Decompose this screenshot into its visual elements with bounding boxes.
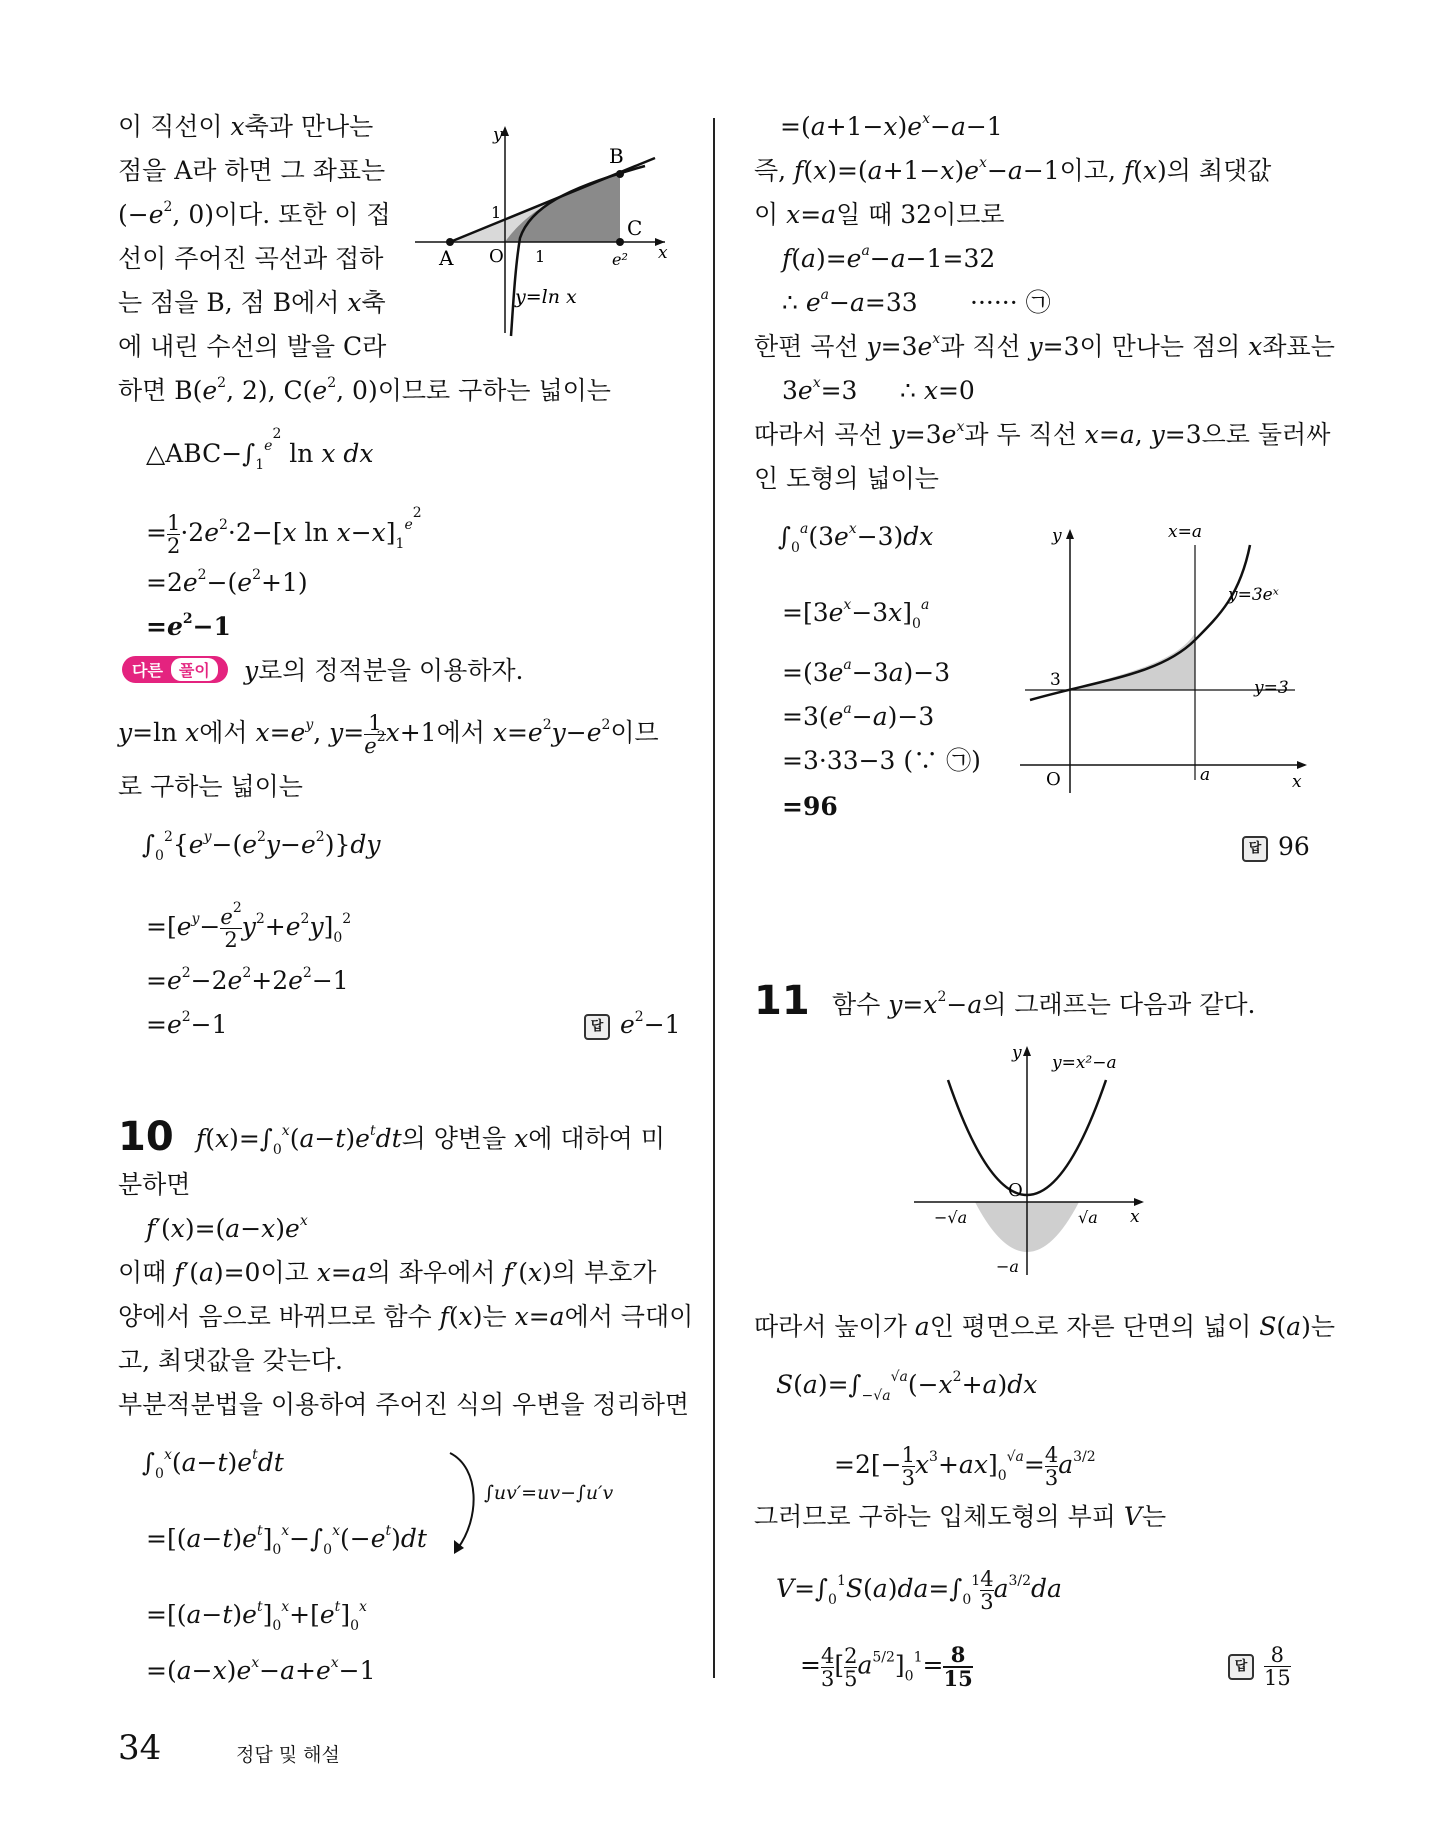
g1-point-c: C [627, 216, 643, 240]
eq4-line-1: $\int_0^a(3e^x-3)dx$ [778, 521, 934, 556]
eq2-line-4: $=e^2-1$ [146, 1009, 228, 1039]
intro-line-2: 점을 A라 하면 그 좌표는 [118, 156, 386, 185]
parts-note: ∫uv′=uv−∫u′v [484, 1482, 614, 1504]
q10-line-4: 이때 f′(a)=0이고 x=a의 좌우에서 f′(x)의 부호가 [118, 1258, 657, 1287]
r-line-6: 한편 곡선 $y=3e^x$과 직선 y=3이 만나는 점의 x좌표는 [754, 331, 1335, 361]
g2-xa: x=a [1168, 522, 1202, 542]
eq1-line-4: $=e^2-1$ [146, 611, 231, 641]
q10-line-1: $f(x)=\int_0^x(a-t)e^tdt$의 양변을 x에 대하여 미 [196, 1123, 665, 1158]
s-line-1: 따라서 높이가 a인 평면으로 자른 단면의 넓이 S(a)는 [754, 1312, 1335, 1341]
g1-y-label: y [493, 125, 503, 145]
g1-point-b: B [609, 144, 624, 168]
eq1-line-1: $\triangle ABC-\int_1^{e^2}$ ln x dx [146, 426, 374, 473]
g2-line-label: y=3 [1254, 678, 1289, 698]
eq4-line-2: $=[3e^x-3x]_0^a$ [782, 597, 930, 632]
r-line-3: 이 x=a일 때 32이므로 [754, 200, 1005, 229]
eq5-line-2: =2[− $\frac{1}{3}$ $x^3+ax]_0^{√a}=$ $\frac{4}{3}$ $a^{3/2}$ [834, 1443, 1096, 1490]
g2-three: 3 [1050, 670, 1061, 690]
g1-e2: e² [612, 250, 628, 269]
s-line-2: 그러므로 구하는 입체도형의 부피 V는 [754, 1502, 1167, 1531]
g1-one-y: 1 [491, 203, 502, 222]
g1-curve-label: y=ln x [515, 286, 577, 308]
g2-curve-label: y=3eˣ [1228, 585, 1279, 605]
page-number: 34 [118, 1728, 162, 1768]
g3-x-label: x [1130, 1207, 1140, 1227]
q10-line-6: 고, 최댓값을 갖는다. [118, 1346, 343, 1375]
g3-pos-root: √a [1078, 1208, 1098, 1227]
g2-origin: O [1046, 769, 1061, 790]
g3-min: −a [996, 1257, 1019, 1276]
alt-line-2: y=ln x에서 $x=e^y$, y= $\frac{1}{e^2}$ x+1에서 $x=e^2y-e^2$이므 [118, 711, 659, 758]
g3-y-label: y [1012, 1043, 1022, 1063]
intro-line-1: 이 직선이 x축과 만나는 [118, 112, 374, 141]
column-divider [713, 118, 715, 1678]
eq2-line-1: $\int_0^2\{e^y-(e^2y-e^2)\}dy$ [142, 829, 381, 864]
r-line-5-tag: ······ ㉠ [970, 288, 1051, 317]
eq1-line-2: = $\frac{1}{2}$ $\cdot 2e^2\cdot 2-[x$ $\ln x-x]_1^{e^2}$ [146, 505, 422, 558]
alt-line-3: 로 구하는 넓이는 [118, 772, 303, 801]
answer-10: 답 96 [1242, 832, 1310, 862]
g3-curve-label: y=x²−a [1052, 1053, 1117, 1073]
eq3-line-2: $=[(a-t)e^t]_0^x-\int_0^x(-e^t)dt$ [146, 1523, 427, 1558]
g1-origin: O [489, 246, 504, 267]
eq4-line-6: =96 [782, 792, 838, 821]
g2-x-label: x [1292, 772, 1302, 792]
g1-point-a: A [439, 246, 454, 270]
g1-x-label: x [658, 243, 668, 263]
question-11-number: 11 [754, 978, 810, 1024]
g3-origin: O [1008, 1180, 1023, 1201]
q11-line-1: 함수 $y=x^2-a$의 그래프는 다음과 같다. [832, 989, 1256, 1019]
q10-line-2: 분하면 [118, 1170, 191, 1199]
intro-line-3: ($-e^2$, 0)이다. 또한 이 접 [118, 199, 391, 229]
eq3-line-1: $\int_0^x(a-t)e^tdt$ [142, 1447, 284, 1482]
r-line-9: 인 도형의 넓이는 [754, 464, 939, 493]
intro-line-6: 에 내린 수선의 발을 C라 [118, 332, 387, 361]
graph-parabola [912, 1040, 1152, 1280]
eq2-line-2: $=[e^y-$ $\frac{e^2}{2}$ $y^2+e^2y]_0^2$ [146, 900, 352, 952]
eq4-line-4: $=3(e^a-a)-3$ [782, 701, 935, 731]
q10-line-7: 부분적분법을 이용하여 주어진 식의 우변을 정리하면 [118, 1390, 690, 1419]
eq6-line-2: = $\frac{4}{3}$ [ $\frac{2}{5}$ $a^{5/2}]_0^1=$ $\frac{8}{15}$ [800, 1642, 973, 1691]
eq2-line-3: $=e^2-2e^2+2e^2-1$ [146, 965, 349, 995]
alt-solution-badge: 다른 풀이 [122, 656, 228, 683]
r-line-2: 즉, $f(x)=(a+1-x)e^x-a-1$이고, f(x)의 최댓값 [754, 155, 1272, 185]
r-line-4: $f(a)=e^a-a-1=32$ [782, 243, 996, 273]
intro-line-7: 하면 $B(e^2$, 2), $C(e^2$, 0)이므로 구하는 넓이는 [118, 375, 611, 405]
g2-y-label: y [1052, 526, 1062, 546]
g3-neg-root: −√a [934, 1208, 968, 1227]
g1-one-x: 1 [535, 247, 546, 266]
graph-ln-tangent [415, 118, 675, 338]
eq4-line-3: $=(3e^a-3a)-3$ [782, 657, 951, 687]
eq4-line-5: =3·33−3 (∵ ㉠) [782, 746, 981, 775]
intro-line-4: 선이 주어진 곡선과 접하 [118, 244, 384, 273]
eq6-line-1: $V=\int_0^1S(a)da=\int_0^1$ $\frac{4}{3}$ $a^{3/2}da$ [776, 1567, 1062, 1614]
intro-line-5: 는 점을 B, 점 B에서 x축 [118, 288, 386, 317]
answer-11: 답 $\frac{8}{15}$ [1228, 1644, 1291, 1689]
r-line-7a: $3e^x=3$ [782, 375, 858, 405]
eq3-line-3: $=[(a-t)e^t]_0^x+[e^t]_0^x$ [146, 1599, 367, 1634]
graph-exp [1020, 515, 1320, 795]
question-10-number: 10 [118, 1114, 174, 1160]
eq5-line-1: $S(a)=\int_{-√a}^{√a}(-x^2+a)dx$ [776, 1369, 1038, 1404]
q10-line-5: 양에서 음으로 바뀌므로 함수 f(x)는 x=a에서 극대이 [118, 1302, 694, 1331]
footer-title: 정답 및 해설 [236, 1744, 340, 1766]
eq3-line-4: $=(a-x)e^x-a+e^x-1$ [146, 1655, 376, 1685]
r-line-7b: ∴ x=0 [900, 376, 975, 405]
g2-a: a [1200, 765, 1211, 785]
r-line-8: 따라서 곡선 $y=3e^x$과 두 직선 x=a, y=3으로 둘러싸 [754, 419, 1331, 449]
q10-line-3: $f'(x)=(a-x)e^x$ [146, 1213, 308, 1243]
r-line-1: $=(a+1-x)e^x-a-1$ [780, 111, 1003, 141]
answer-9: 답 $e^2-1$ [584, 1010, 681, 1040]
eq1-line-3: $=2e^2-(e^2+1)$ [146, 567, 308, 597]
alt-solution-intro: y로의 정적분을 이용하자. [244, 656, 524, 685]
r-line-5: ∴ $e^a-a=33$ [782, 287, 918, 317]
